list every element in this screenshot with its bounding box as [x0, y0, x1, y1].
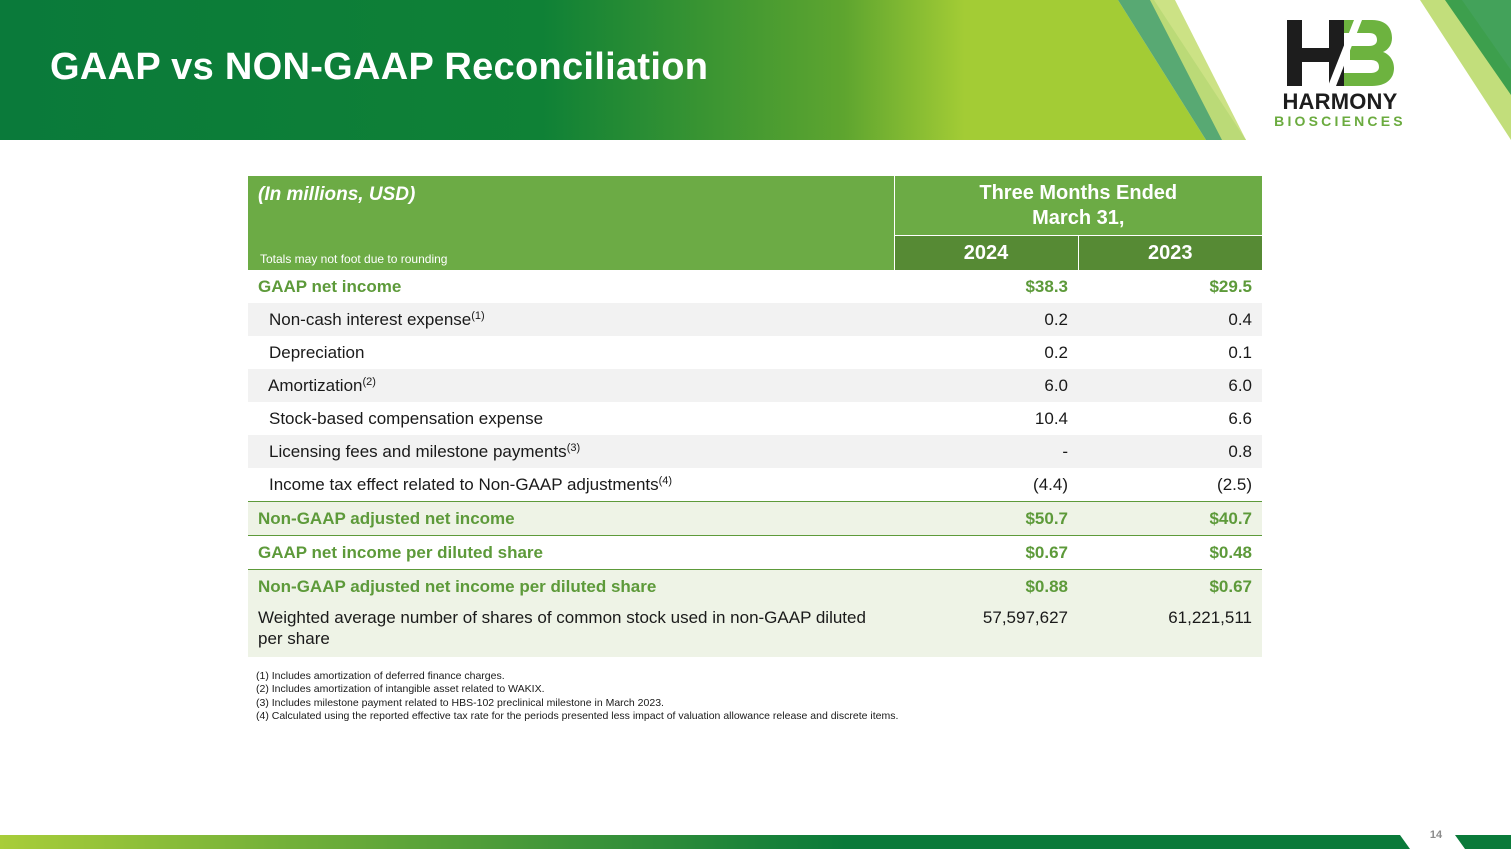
value-2023: $0.67	[1078, 570, 1262, 604]
period-line-1: Three Months Ended	[979, 181, 1178, 204]
value-2023: $0.48	[1078, 536, 1262, 570]
value-2024: $0.88	[894, 570, 1078, 604]
table-row	[248, 336, 1262, 369]
footnote-ref: (4)	[658, 474, 673, 487]
table-row	[248, 270, 1262, 303]
units-label: (In millions, USD)	[258, 183, 416, 205]
value-2024: $38.3	[894, 270, 1078, 303]
reconciliation-table	[248, 175, 1262, 657]
footnote: (4) Calculated using the reported effective tax rate for the periods presented less impact of valuation allowance release and discrete items.	[256, 709, 899, 722]
hb-monogram-icon	[1284, 16, 1394, 88]
table-row	[248, 536, 1262, 570]
table-row	[248, 435, 1262, 468]
value-2023: 0.8	[1078, 435, 1262, 468]
row-label: Depreciation	[248, 336, 894, 369]
value-2024: (4.4)	[894, 468, 1078, 502]
table-row	[248, 468, 1262, 502]
table-row	[248, 303, 1262, 336]
value-2023: (2.5)	[1078, 468, 1262, 502]
rounding-note: Totals may not foot due to rounding	[260, 252, 448, 266]
logo-subtitle: BIOSCIENCES	[1274, 113, 1406, 129]
row-label: Amortization$^{(2)}$	[248, 369, 894, 402]
value-2023: 6.0	[1078, 369, 1262, 402]
table-header-label-cell	[248, 176, 894, 271]
value-2024: 0.2	[894, 336, 1078, 369]
value-2023: $40.7	[1078, 502, 1262, 536]
period-line-2: March 31,	[1032, 206, 1125, 229]
value-2024: 57,597,627	[894, 603, 1078, 657]
footer-bar	[0, 835, 1511, 849]
value-2023: 0.4	[1078, 303, 1262, 336]
value-2024: -	[894, 435, 1078, 468]
row-label: Weighted average number of shares of common stock used in non-GAAP diluted per share	[248, 603, 894, 657]
logo-wordmark: HARMONY	[1282, 89, 1398, 114]
value-2024: $50.7	[894, 502, 1078, 536]
footnote-ref: (2)	[362, 375, 376, 388]
row-label: Income tax effect related to Non-GAAP adjustments$^{(4)}$	[248, 468, 894, 502]
value-2023: 6.6	[1078, 402, 1262, 435]
footnotes	[256, 670, 898, 723]
footnote: (2) Includes amortization of intangible asset related to WAKIX.	[256, 683, 545, 696]
table-row	[248, 502, 1262, 536]
value-2024: 0.2	[894, 303, 1078, 336]
value-2023: 61,221,511	[1078, 603, 1262, 657]
value-2024: $0.67	[894, 536, 1078, 570]
row-label: GAAP net income	[248, 270, 894, 303]
slide-title: GAAP vs NON-GAAP Reconciliation	[50, 46, 709, 88]
table-row	[248, 369, 1262, 402]
table-row	[248, 603, 1262, 657]
row-label: Non-GAAP adjusted net income per diluted share	[248, 570, 894, 604]
footnote-ref: (1)	[471, 309, 485, 322]
row-label: Non-GAAP adjusted net income	[248, 502, 894, 536]
table-row	[248, 402, 1262, 435]
row-label: Stock-based compensation expense	[248, 402, 894, 435]
value-2023: 0.1	[1078, 336, 1262, 369]
table-row	[248, 570, 1262, 604]
year-header-2023: 2023	[1078, 236, 1262, 271]
row-label: Licensing fees and milestone payments$^{(3)}$	[248, 435, 894, 468]
footnote-ref: (3)	[566, 441, 581, 454]
year-header-2024: 2024	[894, 236, 1078, 271]
page-number: 14	[1429, 829, 1443, 841]
value-2023: $29.5	[1078, 270, 1262, 303]
row-label: GAAP net income per diluted share	[248, 536, 894, 570]
value-2024: 6.0	[894, 369, 1078, 402]
company-logo	[1262, 16, 1418, 132]
footnote: (3) Includes milestone payment related to HBS-102 preclinical milestone in March 2023.	[256, 696, 664, 709]
footnote: (1) Includes amortization of deferred finance charges.	[256, 670, 505, 682]
value-2024: 10.4	[894, 402, 1078, 435]
row-label: Non-cash interest expense$^{(1)}$	[248, 303, 894, 336]
period-header	[894, 176, 1262, 236]
